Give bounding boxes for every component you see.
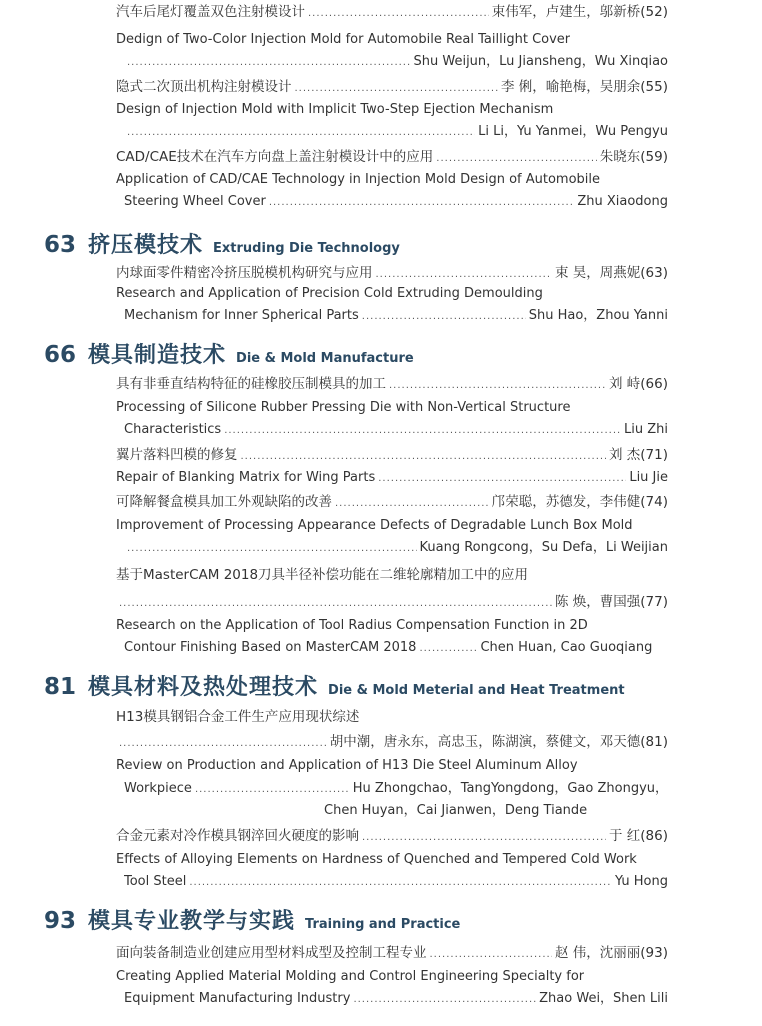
authors-zh: 陈 焕，曹国强(77) (554, 594, 668, 610)
section-heading (44, 338, 414, 369)
dot-leader (195, 781, 350, 798)
toc-entry-line (116, 733, 668, 751)
dot-leader (127, 54, 411, 71)
section-title-en: Die & Mold Meterial and Heat Treatment (328, 683, 625, 698)
article-title-en: Dedign of Two-Color Injection Mold for Automobile Real Taillight Cover (116, 32, 571, 47)
toc-entry-line (116, 78, 668, 96)
authors-en: Shu Weijun，Lu Jiansheng，Wu Xinqiao (413, 54, 668, 69)
article-title-en: Effects of Alloying Elements on Hardness of Quenched and Tempered Cold Work (116, 852, 637, 867)
section-title-en: Training and Practice (305, 917, 461, 932)
section-title-zh: 模具制造技术 (88, 343, 227, 368)
dot-leader (295, 80, 498, 96)
article-title-zh: 基于MasterCAM 2018刀具半径补偿功能在二维轮廓精加工中的应用 (116, 567, 529, 583)
toc-entry-line (116, 827, 668, 845)
article-title-en: Repair of Blanking Matrix for Wing Parts (116, 470, 376, 485)
authors-zh: 赵 伟，沈丽丽(93) (554, 945, 668, 961)
section-title-zh: 模具专业教学与实践 (88, 909, 296, 934)
article-title-en: Workpiece (124, 781, 192, 796)
toc-entry-line (116, 31, 570, 49)
authors-en: Shu Hao，Zhou Yanni (528, 308, 668, 323)
dot-leader (419, 640, 477, 657)
section-page-number: 81 (44, 674, 77, 700)
authors-en: Zhao Wei，Shen Lili (539, 991, 668, 1006)
toc-entry-line (116, 446, 668, 464)
article-title-zh: 内球面零件精密冷挤压脱模机构研究与应用 (116, 265, 373, 281)
authors-zh: 束 昊，周燕妮(63) (554, 265, 668, 281)
toc-entry-line (116, 517, 633, 535)
toc-entry-line (116, 148, 668, 166)
toc-entry-line (116, 968, 584, 986)
authors-en: Kuang Rongcong，Su Defa，Li Weijian (419, 540, 668, 555)
toc-entry-line (324, 802, 668, 820)
toc-entry-line (116, 593, 668, 611)
toc-entry-line (116, 566, 528, 584)
dot-leader (362, 829, 606, 845)
section-title-en: Die & Mold Manufacture (236, 351, 414, 366)
article-title-en: Processing of Silicone Rubber Pressing Die with Non-Vertical Structure (116, 400, 571, 415)
article-title-zh: 具有非垂直结构特征的硅橡胶压制模具的加工 (116, 376, 386, 392)
dot-leader (389, 377, 606, 393)
article-title-en: Tool Steel (124, 874, 187, 889)
article-title-en: Review on Production and Application of H13 Die Steel Aluminum Alloy (116, 758, 578, 773)
toc-entry-line (124, 123, 668, 141)
authors-zh: 于 红(86) (608, 828, 668, 844)
toc-entry-line (116, 264, 668, 282)
article-title-zh: H13模具钢铝合金工件生产应用现状综述 (116, 709, 360, 725)
authors-zh: 朱晓东(59) (599, 149, 668, 165)
section-heading (44, 904, 460, 935)
article-title-zh: 汽车后尾灯覆盖双色注射模设计 (116, 4, 305, 20)
toc-entry-line (116, 944, 668, 962)
article-title-zh: 面向装备制造业创建应用型材料成型及控制工程专业 (116, 945, 427, 961)
dot-leader (127, 540, 417, 557)
toc-entry-line (124, 780, 668, 798)
authors-en: Hu Zhongchao，TangYongdong，Gao Zhongyu， (352, 781, 668, 796)
toc-entry-line (116, 469, 668, 487)
toc-entry-line (116, 757, 578, 775)
toc-entry-line (116, 399, 570, 417)
dot-leader (241, 448, 606, 464)
article-title-en: Application of CAD/CAE Technology in Injection Mold Design of Automobile (116, 172, 601, 187)
article-title-zh: 隐式二次顶出机构注射模设计 (116, 79, 292, 95)
section-title-zh: 模具材料及热处理技术 (88, 675, 319, 700)
section-heading (44, 228, 400, 259)
authors-zh: 刘 峙(66) (608, 376, 668, 392)
toc-entry-line (116, 285, 543, 303)
authors-zh: 刘 杰(71) (608, 447, 668, 463)
toc-entry-line (116, 375, 668, 393)
article-title-zh: CAD/CAE技术在汽车方向盘上盖注射模设计中的应用 (116, 149, 434, 165)
authors-en: Li Li，Yu Yanmei，Wu Pengyu (478, 124, 668, 139)
article-title-en: Creating Applied Material Molding and Control Engineering Specialty for (116, 969, 585, 984)
section-page-number: 63 (44, 232, 77, 258)
article-title-en: Research and Application of Precision Cold Extruding Demoulding (116, 286, 543, 301)
authors-zh: 束伟军，卢建生，邬新桥(52) (491, 4, 668, 20)
article-title-en: Mechanism for Inner Spherical Parts (124, 308, 359, 323)
authors-en: Chen Huan, Cao Guoqiang (480, 640, 653, 655)
authors-en: Liu Zhi (624, 422, 668, 437)
article-title-zh: 可降解餐盒模具加工外观缺陷的改善 (116, 494, 332, 510)
dot-leader (119, 595, 552, 611)
dot-leader (224, 422, 621, 439)
article-title-en: Design of Injection Mold with Implicit Two-Step Ejection Mechanism (116, 102, 554, 117)
article-title-en: Research on the Application of Tool Radius Compensation Function in 2D (116, 618, 588, 633)
toc-entry-line (116, 493, 668, 511)
article-title-en: Characteristics (124, 422, 222, 437)
toc-entry-line (116, 708, 359, 726)
toc-entry-line (124, 873, 668, 891)
article-title-zh: 翼片落料凹模的修复 (116, 447, 238, 463)
dot-leader (430, 946, 552, 962)
section-page-number: 66 (44, 342, 77, 368)
article-title-en: Chen Huyan，Cai Jianwen，Deng Tiande (324, 803, 588, 818)
toc-entry-line (124, 990, 668, 1008)
article-title-en: Steering Wheel Cover (124, 194, 266, 209)
toc-entry-line (124, 539, 668, 557)
dot-leader (189, 874, 612, 891)
toc-entry-line (124, 307, 668, 325)
authors-en: Liu Jie (629, 470, 668, 485)
toc-entry-line (124, 639, 668, 657)
toc-entry-line (124, 193, 668, 211)
authors-en: Zhu Xiaodong (577, 194, 668, 209)
dot-leader (353, 991, 536, 1008)
dot-leader (119, 735, 327, 751)
dot-leader (378, 470, 626, 487)
toc-entry-line (116, 101, 553, 119)
dot-leader (436, 150, 596, 166)
toc-entry-line (116, 851, 637, 869)
dot-leader (376, 266, 552, 282)
dot-leader (308, 5, 489, 21)
dot-leader (127, 124, 475, 141)
authors-zh: 李 俐，喻艳梅，吴朋余(55) (500, 79, 668, 95)
section-heading (44, 670, 625, 701)
toc-entry-line (116, 3, 668, 21)
authors-zh: 邝荣聪，苏德发，李伟健(74) (491, 494, 668, 510)
toc-entry-line (116, 617, 588, 635)
article-title-en: Improvement of Processing Appearance Defects of Degradable Lunch Box Mold (116, 518, 633, 533)
dot-leader (269, 194, 575, 211)
article-title-zh: 合金元素对冷作模具钢淬回火硬度的影响 (116, 828, 359, 844)
toc-entry-line (116, 171, 600, 189)
section-title-zh: 挤压模技术 (88, 233, 204, 258)
article-title-en: Equipment Manufacturing Industry (124, 991, 351, 1006)
authors-zh: 胡中潮，唐永东，高忠玉，陈湖演，蔡健文，邓天德(81) (329, 734, 668, 750)
section-page-number: 93 (44, 908, 77, 934)
article-title-en: Contour Finishing Based on MasterCAM 2018 (124, 640, 417, 655)
toc-entry-line (124, 53, 668, 71)
dot-leader (335, 495, 489, 511)
dot-leader (362, 308, 526, 325)
toc-entry-line (124, 421, 668, 439)
authors-en: Yu Hong (614, 874, 668, 889)
section-title-en: Extruding Die Technology (213, 241, 400, 256)
